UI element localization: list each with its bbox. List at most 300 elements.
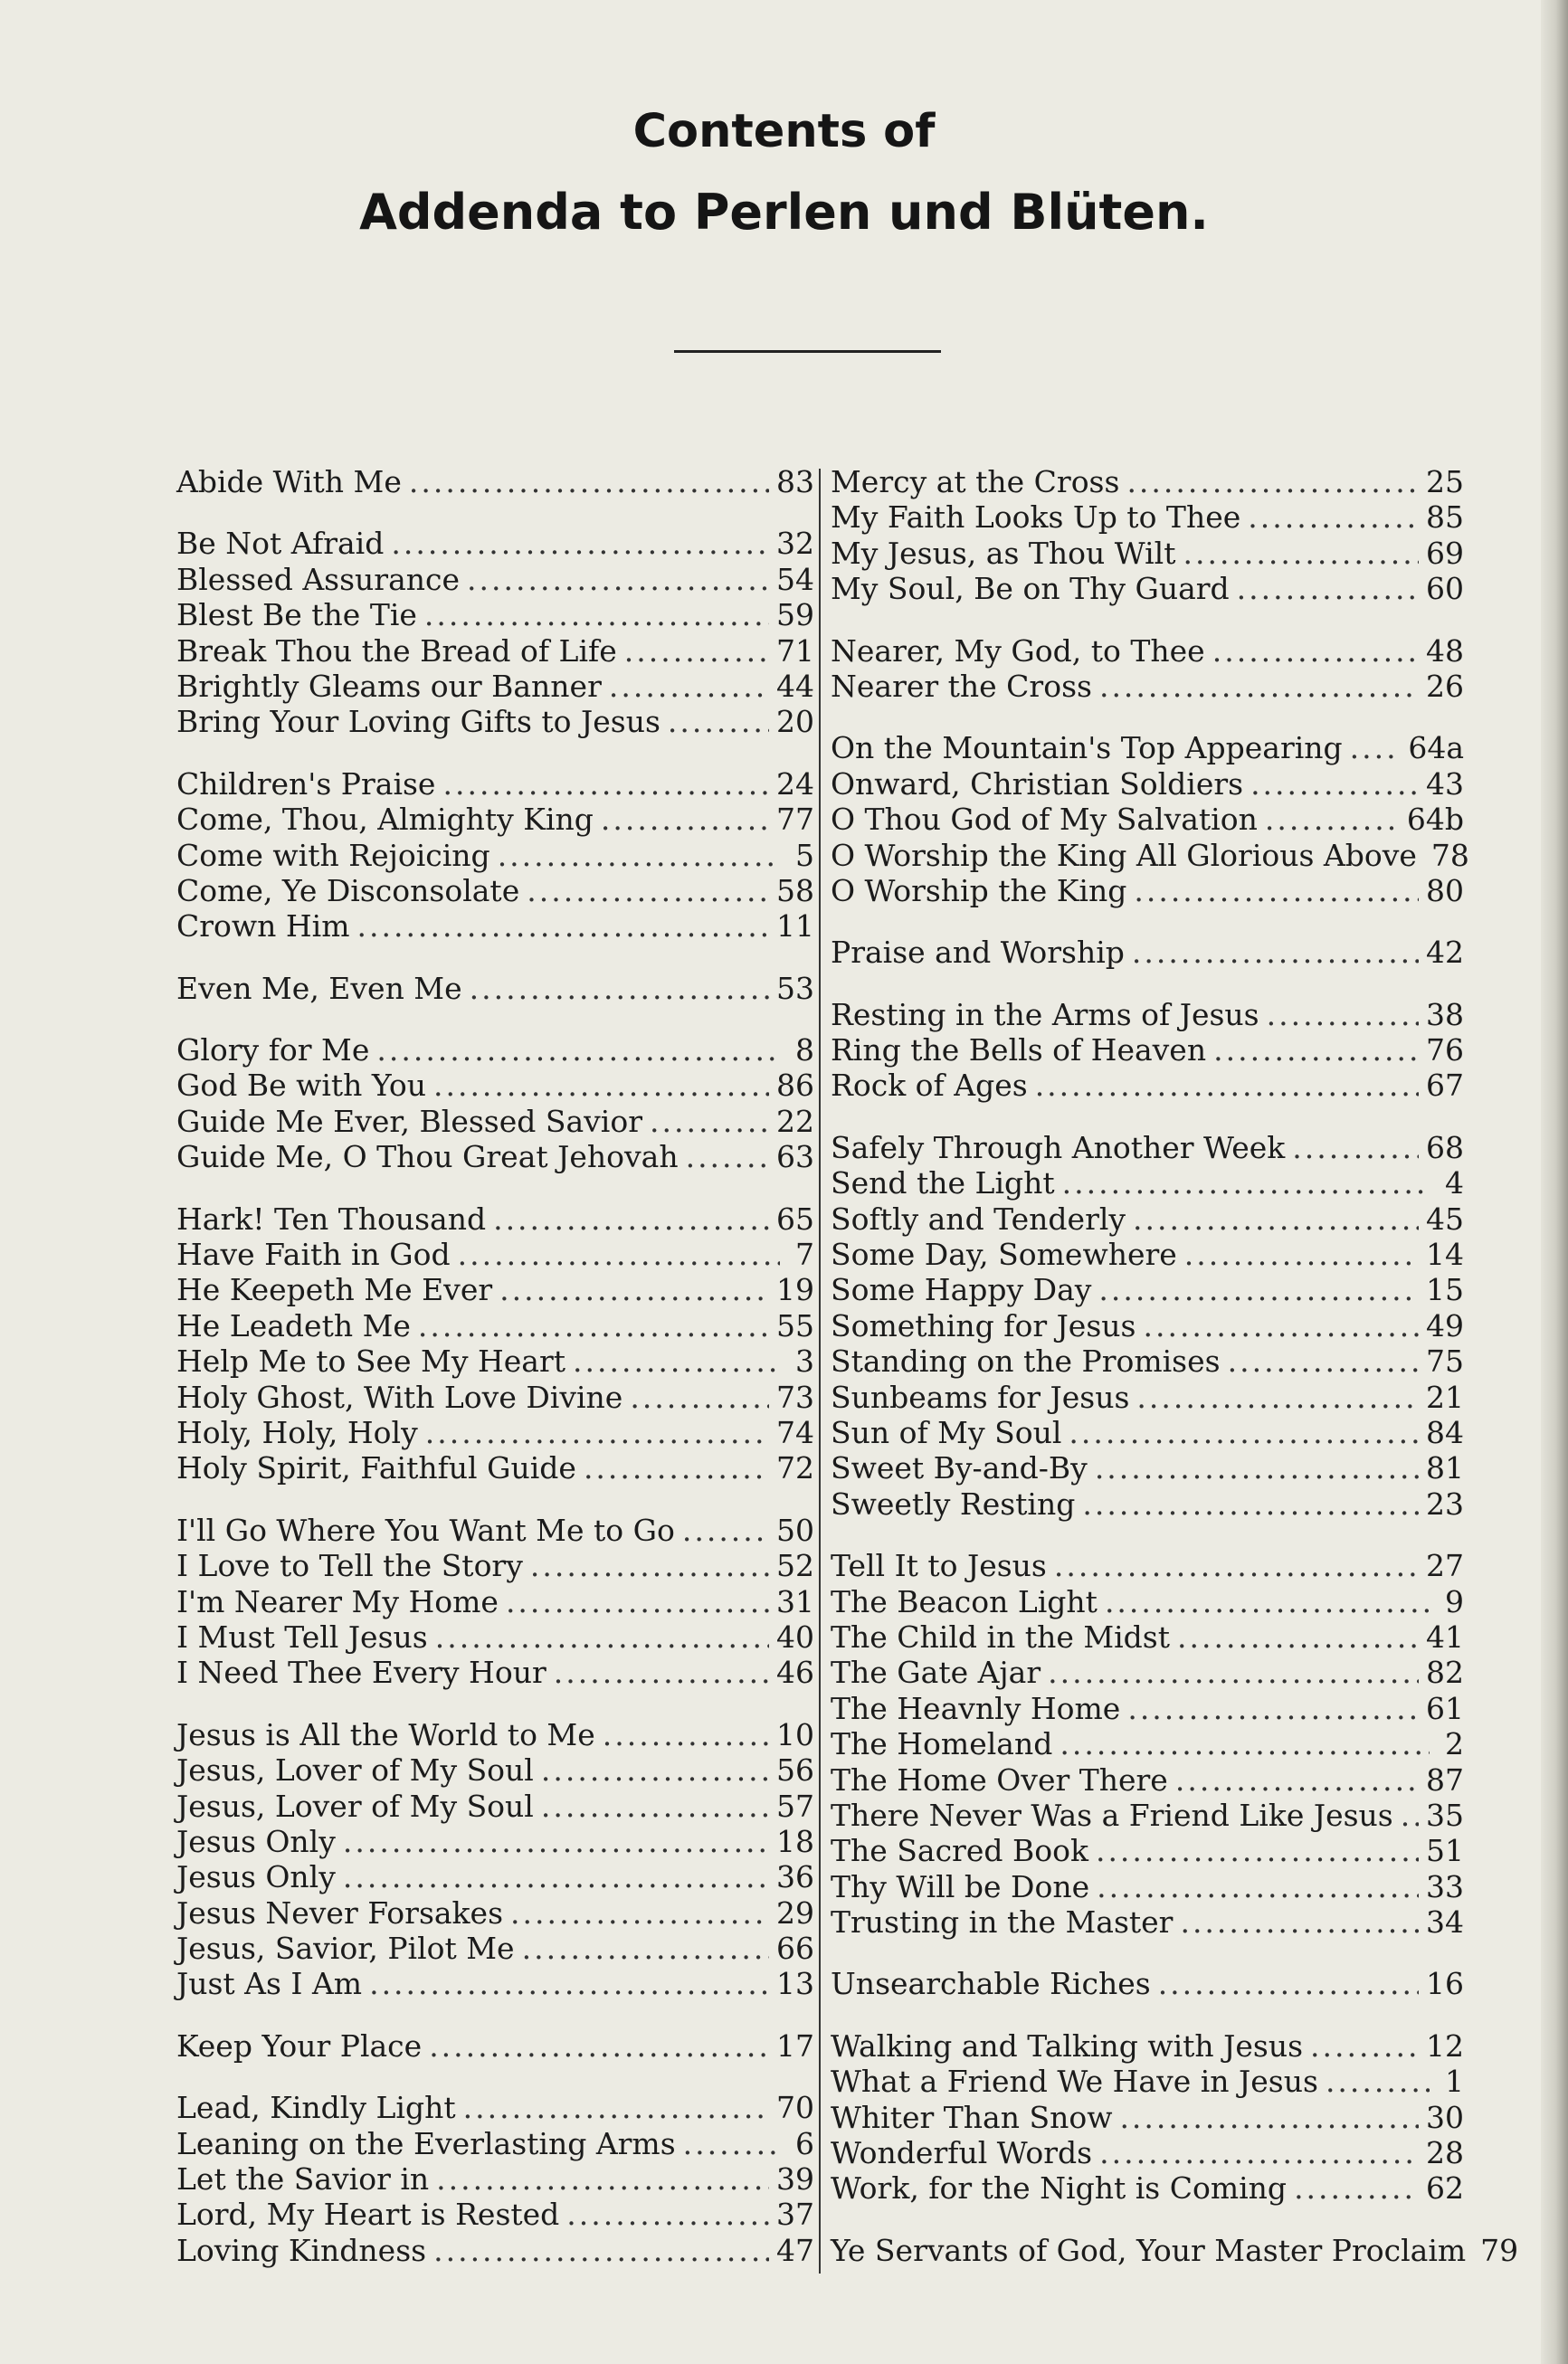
dot-leader	[1062, 1165, 1430, 1201]
entry-page-number: 13	[776, 1966, 814, 2002]
entry-page-number: 10	[776, 1716, 814, 1752]
entry-page-number: 59	[776, 597, 814, 633]
contents-entry	[831, 1237, 1464, 1272]
entry-title: I Love to Tell the Story	[176, 1548, 523, 1584]
dot-leader	[1175, 1762, 1419, 1798]
contents-entry	[831, 1904, 1464, 1940]
entry-title: The Sacred Book	[831, 1833, 1088, 1869]
contents-entry	[831, 1691, 1464, 1726]
contents-entry	[831, 1619, 1464, 1655]
dot-leader	[493, 1201, 769, 1237]
page-edge-shadow	[1541, 0, 1568, 2364]
entry-page-number: 66	[776, 1931, 814, 1967]
contents-entry	[831, 2135, 1464, 2170]
entry-title: Let the Savior in	[176, 2161, 430, 2198]
contents-entry	[831, 1343, 1464, 1379]
entry-page-number: 20	[776, 704, 814, 740]
entry-page-number: 62	[1426, 2170, 1464, 2207]
contents-entry	[831, 2100, 1464, 2135]
dot-leader	[463, 2090, 769, 2125]
dot-leader	[506, 1584, 769, 1619]
entry-page-number: 77	[776, 802, 814, 838]
contents-entry	[176, 873, 814, 908]
contents-entry	[831, 1584, 1464, 1619]
entry-title: Crown Him	[176, 908, 350, 945]
contents-entry	[176, 1824, 814, 1859]
entry-page-number: 58	[776, 872, 814, 908]
entry-page-number: 15	[1426, 1272, 1464, 1308]
entry-title: Loving Kindness	[176, 2232, 427, 2268]
contents-entry	[176, 1655, 814, 1690]
column-divider	[819, 469, 821, 2274]
entry-page-number: 8	[795, 1032, 814, 1068]
dot-leader	[1127, 1691, 1419, 1726]
contents-entry	[176, 1717, 814, 1752]
entry-title: Jesus, Lover of My Soul	[176, 1752, 534, 1789]
contents-group	[176, 971, 814, 1006]
contents-group	[176, 1032, 814, 1175]
contents-group	[831, 730, 1469, 908]
dot-leader	[1095, 1450, 1419, 1486]
entry-title: Jesus, Lover of My Soul	[176, 1788, 534, 1824]
contents-entry	[831, 873, 1464, 908]
contents-entry	[176, 1859, 814, 1894]
entry-page-number: 4	[1445, 1165, 1464, 1201]
entry-page-number: 34	[1426, 1904, 1464, 1941]
entry-title: Brightly Gleams our Banner	[176, 668, 602, 704]
dot-leader	[1082, 1486, 1419, 1522]
contents-entry	[831, 536, 1464, 571]
contents-entry	[831, 1798, 1464, 1833]
dot-leader	[527, 873, 769, 908]
entry-page-number: 31	[776, 1583, 814, 1619]
contents-entry	[831, 2064, 1464, 2099]
dot-leader	[1213, 1032, 1419, 1068]
entry-title: I'm Nearer My Home	[176, 1583, 499, 1619]
dot-leader	[467, 562, 769, 597]
entry-page-number: 71	[776, 632, 814, 669]
entry-page-number: 40	[776, 1619, 814, 1655]
entry-page-number: 73	[776, 1379, 814, 1415]
contents-entry	[176, 1201, 814, 1237]
entry-title: O Thou God of My Salvation	[831, 802, 1258, 838]
contents-entry	[176, 971, 814, 1006]
entry-title: Blest Be the Tie	[176, 597, 417, 633]
entry-title: The Heavnly Home	[831, 1690, 1121, 1726]
entry-title: Thy Will be Done	[831, 1868, 1090, 1904]
entry-page-number: 78	[1430, 837, 1469, 873]
entry-page-number: 14	[1426, 1237, 1464, 1273]
dot-leader	[1143, 1308, 1419, 1343]
dot-leader	[1048, 1655, 1419, 1690]
dot-leader	[566, 2197, 769, 2232]
dot-leader	[1096, 1833, 1419, 1868]
dot-leader	[682, 1513, 769, 1548]
contents-entry	[831, 2028, 1464, 2064]
dot-leader	[458, 1237, 780, 1272]
contents-entry	[831, 837, 1469, 873]
entry-page-number: 60	[1426, 571, 1464, 607]
contents-entry	[176, 669, 814, 704]
dot-leader	[601, 802, 769, 837]
contents-entry	[831, 464, 1464, 499]
entry-page-number: 75	[1426, 1343, 1464, 1380]
dot-leader	[1183, 536, 1419, 571]
dot-leader	[1126, 464, 1419, 499]
contents-entry	[831, 1415, 1464, 1450]
dot-leader	[530, 1548, 769, 1583]
contents-entry	[831, 1201, 1464, 1237]
contents-left-column	[176, 464, 814, 2294]
dot-leader	[1105, 1584, 1430, 1619]
contents-entry	[831, 1272, 1464, 1307]
contents-entry	[176, 838, 814, 873]
dot-leader	[1228, 1343, 1419, 1379]
contents-entry	[176, 2126, 814, 2161]
entry-title: Send the Light	[831, 1165, 1055, 1201]
entry-title: Rock of Ages	[831, 1068, 1028, 1104]
dot-leader	[668, 704, 769, 739]
contents-entry	[176, 1032, 814, 1068]
entry-page-number: 55	[776, 1307, 814, 1343]
entry-page-number: 80	[1426, 872, 1464, 908]
contents-right-column	[831, 464, 1519, 2294]
entry-page-number: 16	[1426, 1966, 1464, 2002]
entry-page-number: 72	[776, 1450, 814, 1486]
contents-entry	[831, 997, 1464, 1032]
entry-page-number: 48	[1426, 632, 1464, 669]
entry-page-number: 18	[776, 1823, 814, 1859]
entry-title: He Leadeth Me	[176, 1307, 411, 1343]
entry-page-number: 42	[1426, 935, 1464, 971]
dot-leader	[343, 1824, 769, 1859]
entry-page-number: 51	[1426, 1833, 1464, 1869]
entry-page-number: 68	[1426, 1129, 1464, 1165]
entry-title: The Home Over There	[831, 1761, 1168, 1798]
entry-title: Bring Your Loving Gifts to Jesus	[176, 704, 660, 740]
dot-leader	[435, 1619, 769, 1655]
dot-leader	[1098, 1272, 1419, 1307]
contents-entry	[176, 1272, 814, 1307]
dot-leader	[429, 2028, 769, 2064]
entry-page-number: 46	[776, 1655, 814, 1691]
entry-title: Something for Jesus	[831, 1307, 1136, 1343]
dot-leader	[442, 766, 769, 802]
dot-leader	[603, 1717, 769, 1752]
entry-title: Abide With Me	[176, 464, 402, 499]
contents-group	[831, 2028, 1464, 2207]
dot-leader	[1237, 571, 1419, 606]
contents-entry	[176, 1237, 814, 1272]
dot-leader	[510, 1895, 769, 1931]
entry-title: O Worship the King	[831, 872, 1127, 908]
dot-leader	[343, 1859, 769, 1894]
dot-leader	[624, 633, 769, 669]
contents-group	[831, 2232, 1519, 2268]
dot-leader	[1035, 1068, 1419, 1103]
entry-title: The Beacon Light	[831, 1583, 1098, 1619]
contents-entry	[831, 1380, 1464, 1415]
entry-title: On the Mountain's Top Appearing	[831, 730, 1343, 766]
contents-entry	[176, 1752, 814, 1788]
contents-entry	[176, 908, 814, 944]
entry-title: Nearer, My God, to Thee	[831, 632, 1205, 669]
entry-title: Resting in the Arms of Jesus	[831, 996, 1259, 1032]
contents-group	[176, 1513, 814, 1691]
entry-title: Children's Praise	[176, 765, 436, 802]
dot-leader	[1180, 1904, 1419, 1940]
entry-page-number: 56	[776, 1752, 814, 1789]
dot-leader	[433, 1068, 769, 1103]
dot-leader	[1060, 1726, 1430, 1761]
entry-page-number: 17	[776, 2027, 814, 2064]
entry-title: Guide Me, O Thou Great Jehovah	[176, 1139, 679, 1175]
entry-page-number: 12	[1426, 2027, 1464, 2064]
dot-leader	[1265, 802, 1400, 837]
entry-title: Holy, Holy, Holy	[176, 1414, 418, 1450]
dot-leader	[522, 1931, 769, 1966]
entry-page-number: 47	[776, 2232, 814, 2268]
contents-entry	[176, 1966, 814, 2001]
entry-title: I Need Thee Every Hour	[176, 1655, 546, 1691]
contents-entry	[176, 1415, 814, 1450]
entry-title: Guide Me Ever, Blessed Savior	[176, 1103, 642, 1139]
dot-leader	[609, 669, 769, 704]
page-title-line-1: Contents of	[632, 105, 936, 158]
contents-entry	[176, 1931, 814, 1966]
entry-title: Softly and Tenderly	[831, 1201, 1126, 1237]
dot-leader	[541, 1789, 769, 1824]
contents-group	[176, 464, 814, 499]
contents-entry	[831, 1032, 1464, 1068]
entry-title: Keep Your Place	[176, 2027, 423, 2064]
dot-leader	[573, 1343, 780, 1379]
dot-leader	[1294, 2170, 1419, 2206]
contents-entry	[831, 2232, 1519, 2268]
entry-page-number: 65	[776, 1201, 814, 1237]
dot-leader	[1136, 1380, 1419, 1415]
entry-page-number: 81	[1426, 1450, 1464, 1486]
dot-leader	[541, 1752, 769, 1788]
contents-entry	[831, 633, 1464, 669]
entry-title: Mercy at the Cross	[831, 464, 1120, 499]
entry-title: Some Day, Somewhere	[831, 1237, 1177, 1273]
entry-title: Walking and Talking with Jesus	[831, 2027, 1304, 2064]
contents-entry	[176, 2197, 814, 2232]
entry-title: Jesus Only	[176, 1823, 336, 1859]
contents-entry	[831, 1655, 1464, 1690]
entry-title: Lead, Kindly Light	[176, 2090, 456, 2126]
dot-leader	[1212, 633, 1419, 669]
contents-group	[176, 2028, 814, 2064]
contents-entry	[831, 1165, 1464, 1201]
dot-leader	[650, 1104, 769, 1139]
dot-leader	[1248, 499, 1419, 535]
entry-page-number: 64a	[1408, 730, 1464, 766]
entry-title: Trusting in the Master	[831, 1904, 1174, 1941]
entry-title: I'll Go Where You Want Me to Go	[176, 1512, 675, 1548]
dot-leader	[1134, 873, 1419, 908]
entry-page-number: 37	[776, 2197, 814, 2233]
entry-title: Help Me to See My Heart	[176, 1343, 565, 1380]
entry-page-number: 32	[776, 526, 814, 562]
contents-entry	[831, 2170, 1464, 2206]
entry-page-number: 7	[795, 1237, 814, 1273]
contents-entry	[176, 1584, 814, 1619]
entry-title: Sweetly Resting	[831, 1486, 1076, 1522]
contents-entry	[176, 1789, 814, 1824]
dot-leader	[391, 526, 769, 561]
entry-page-number: 79	[1480, 2232, 1519, 2268]
entry-title: Break Thou the Bread of Life	[176, 632, 617, 669]
entry-title: What a Friend We Have in Jesus	[831, 2064, 1318, 2100]
entry-page-number: 6	[795, 2125, 814, 2161]
entry-page-number: 27	[1426, 1548, 1464, 1584]
contents-group	[176, 1201, 814, 1486]
entry-title: Work, for the Night is Coming	[831, 2170, 1288, 2207]
entry-page-number: 29	[776, 1894, 814, 1931]
entry-title: My Soul, Be on Thy Guard	[831, 571, 1230, 607]
contents-entry	[831, 730, 1464, 765]
contents-entry	[176, 1380, 814, 1415]
entry-title: Holy Spirit, Faithful Guide	[176, 1450, 576, 1486]
dot-leader	[425, 1415, 769, 1450]
contents-entry	[831, 1548, 1464, 1583]
entry-page-number: 74	[776, 1414, 814, 1450]
contents-entry	[176, 562, 814, 597]
contents-group	[831, 633, 1464, 705]
entry-title: O Worship the King All Glorious Above	[831, 837, 1417, 873]
entry-title: Sweet By-and-By	[831, 1450, 1088, 1486]
dot-leader	[424, 597, 769, 632]
entry-page-number: 5	[795, 837, 814, 873]
entry-page-number: 45	[1426, 1201, 1464, 1237]
contents-entry	[176, 464, 814, 499]
entry-page-number: 33	[1426, 1868, 1464, 1904]
contents-entry	[176, 1068, 814, 1103]
entry-page-number: 49	[1426, 1307, 1464, 1343]
dot-leader	[1132, 935, 1419, 970]
entry-page-number: 64b	[1406, 802, 1464, 838]
entry-page-number: 26	[1426, 668, 1464, 704]
entry-title: Ring the Bells of Heaven	[831, 1032, 1207, 1068]
contents-group	[176, 766, 814, 945]
contents-entry	[831, 766, 1464, 802]
contents-entry	[176, 1513, 814, 1548]
contents-entry	[831, 1966, 1464, 2001]
contents-entry	[831, 1726, 1464, 1761]
contents-entry	[176, 633, 814, 669]
contents-group	[831, 1130, 1464, 1522]
entry-page-number: 86	[776, 1068, 814, 1104]
entry-page-number: 54	[776, 561, 814, 597]
entry-page-number: 83	[776, 464, 814, 499]
contents-group	[831, 464, 1464, 607]
dot-leader	[1054, 1548, 1419, 1583]
entry-page-number: 1	[1445, 2064, 1464, 2100]
entry-title: Blessed Assurance	[176, 561, 461, 597]
contents-entry	[176, 2090, 814, 2125]
entry-page-number: 9	[1445, 1583, 1464, 1619]
dot-leader	[554, 1655, 769, 1690]
dot-leader	[1267, 997, 1419, 1032]
dot-leader	[686, 1139, 769, 1174]
entry-title: Jesus Never Forsakes	[176, 1894, 504, 1931]
entry-title: Glory for Me	[176, 1032, 370, 1068]
contents-entry	[831, 802, 1464, 837]
contents-entry	[176, 2233, 814, 2268]
contents-entry	[831, 1068, 1464, 1103]
page-title-line-2: Addenda to Perlen und Blüten.	[359, 184, 1209, 241]
entry-title: Lord, My Heart is Rested	[176, 2197, 560, 2233]
entry-title: Ye Servants of God, Your Master Proclaim	[831, 2232, 1467, 2268]
contents-group	[176, 2090, 814, 2268]
entry-page-number: 41	[1426, 1619, 1464, 1655]
entry-title: Be Not Afraid	[176, 526, 385, 562]
entry-title: Nearer the Cross	[831, 668, 1092, 704]
entry-page-number: 85	[1426, 499, 1464, 536]
entry-page-number: 25	[1426, 464, 1464, 499]
entry-title: Come with Rejoicing	[176, 837, 490, 873]
contents-entry	[176, 1139, 814, 1174]
entry-title: Praise and Worship	[831, 935, 1125, 971]
dot-leader	[1177, 1619, 1419, 1655]
contents-entry	[831, 1130, 1464, 1165]
dot-leader	[1326, 2064, 1430, 2099]
entry-title: Come, Ye Disconsolate	[176, 872, 520, 908]
dot-leader	[1119, 2100, 1419, 2135]
entry-page-number: 44	[776, 668, 814, 704]
contents-entry	[831, 499, 1464, 535]
entry-title: Tell It to Jesus	[831, 1548, 1047, 1584]
dot-leader	[498, 838, 780, 873]
contents-entry	[176, 1308, 814, 1343]
entry-page-number: 30	[1426, 2099, 1464, 2135]
contents-group	[831, 935, 1464, 970]
dot-leader	[1133, 1201, 1419, 1237]
contents-entry	[831, 571, 1464, 606]
entry-page-number: 67	[1426, 1068, 1464, 1104]
contents-entry	[831, 1486, 1464, 1522]
entry-title: The Gate Ajar	[831, 1655, 1041, 1691]
entry-title: Onward, Christian Soldiers	[831, 765, 1244, 802]
entry-page-number: 69	[1426, 535, 1464, 571]
entry-page-number: 63	[776, 1139, 814, 1175]
contents-entry	[176, 597, 814, 632]
dot-leader	[1099, 669, 1419, 704]
contents-entry	[831, 1450, 1464, 1486]
dot-leader	[1292, 1130, 1419, 1165]
entry-title: My Faith Looks Up to Thee	[831, 499, 1241, 536]
contents-entry	[176, 526, 814, 561]
entry-page-number: 84	[1426, 1414, 1464, 1450]
entry-page-number: 24	[776, 765, 814, 802]
entry-title: Standing on the Promises	[831, 1343, 1221, 1380]
entry-page-number: 39	[776, 2161, 814, 2198]
entry-page-number: 70	[776, 2090, 814, 2126]
entry-title: My Jesus, as Thou Wilt	[831, 535, 1176, 571]
contents-group	[831, 1548, 1464, 1940]
dot-leader	[1184, 1237, 1419, 1272]
dot-leader	[1401, 1798, 1419, 1833]
entry-title: Unsearchable Riches	[831, 1966, 1151, 2002]
dot-leader	[369, 1966, 769, 2001]
contents-group	[176, 526, 814, 739]
entry-title: Just As I Am	[176, 1966, 363, 2002]
dot-leader	[1310, 2028, 1419, 2064]
dot-leader	[1158, 1966, 1419, 2001]
contents-entry	[831, 1308, 1464, 1343]
